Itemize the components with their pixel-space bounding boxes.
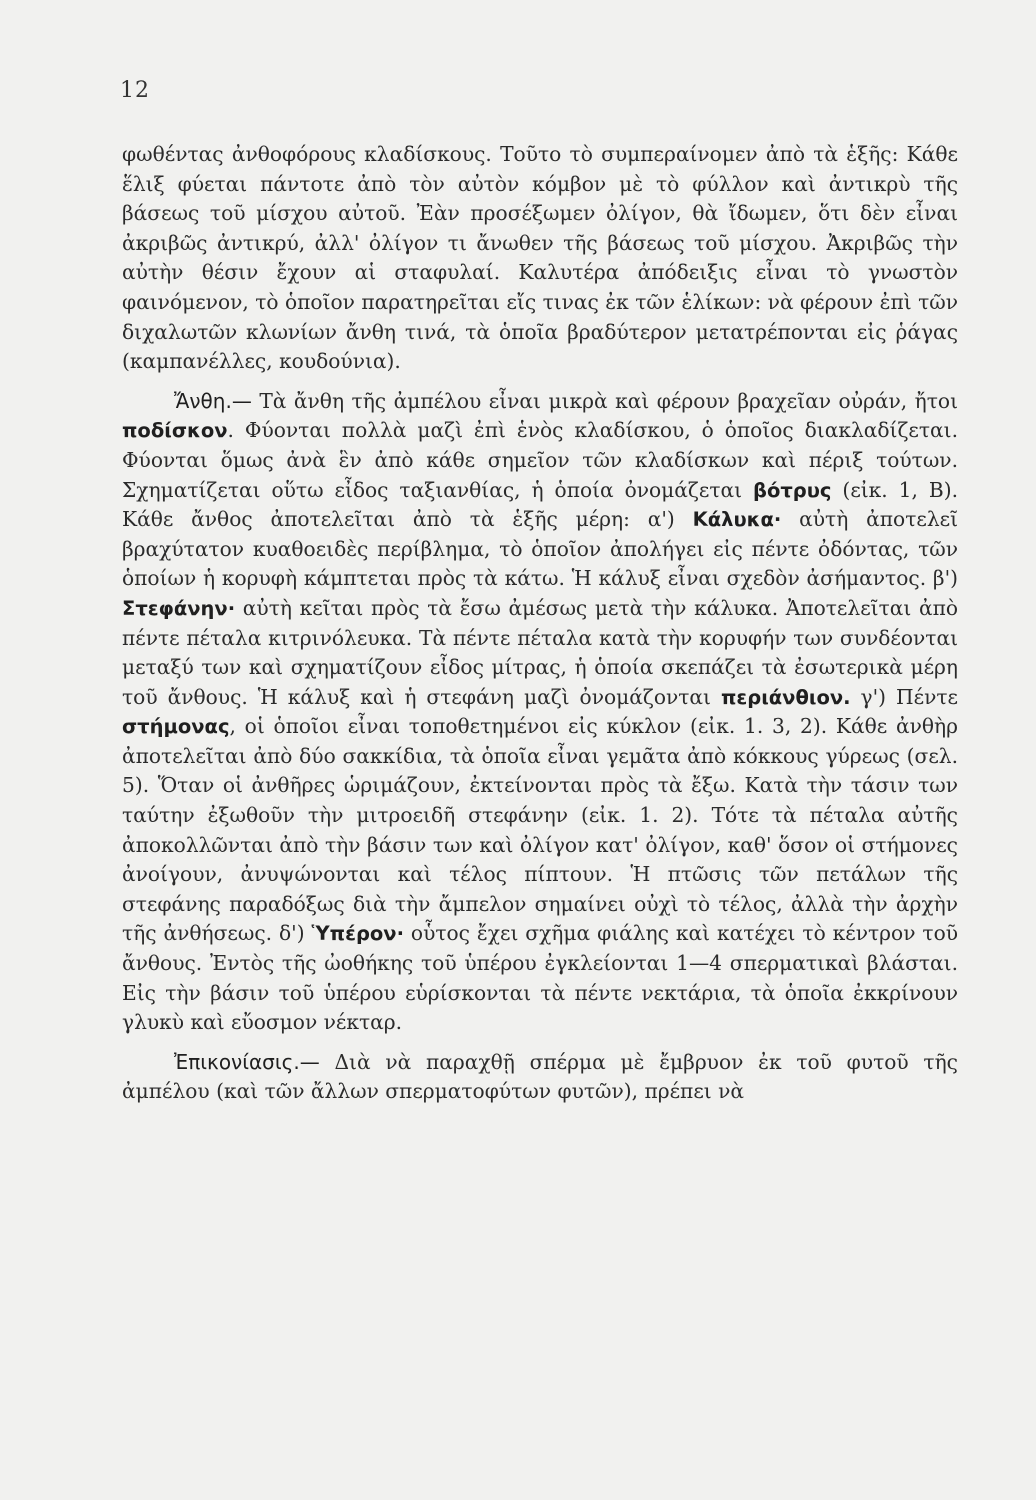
text-run: (εἰκ. 1, Β). Κάθε ἄνθος ἀποτελεῖται ἀπὸ τὰ ἑξῆς μέρη: α') [122,477,958,532]
page-number: 12 [120,78,150,103]
term-perianthion: περιάνθιον. [720,685,851,709]
term-yperon: Ὑπέρον· [311,922,404,946]
paragraph-pollination [122,1048,958,1107]
term-stimonas: στήμονας [122,715,230,739]
text-run: Διὰ νὰ παραχθῇ σπέρμα μὲ ἔμβρυον ἐκ τοῦ φυτοῦ τῆς ἀμπέλου (καὶ τῶν ἄλλων σπερματοφύτων φυτῶν), πρέπει νὰ [122,1049,958,1104]
text-run: αὐτὴ ἀποτελεῖ βραχύτατον κυαθοειδὲς περίβλημα, τὸ ὁποῖον ἀπολήγει εἰς πέντε ὀδόντας, τῶν ὁποίων ἡ κορυφὴ κάμπτεται πρὸς τὰ κάτω. Ἡ κάλυξ εἶναι σχεδὸν ἀσήμαντος. β') [122,507,958,591]
term-stefani: Στεφάνην· [122,596,236,620]
term-podiskos: ποδίσκον [122,419,228,443]
term-votrys: βότρυς [753,478,832,502]
text-run: γ') Πέντε [850,684,958,709]
text-run: Τὰ ἄνθη τῆς ἀμπέλου εἶναι μικρὰ καὶ φέρουν βραχεῖαν οὐράν, ἤτοι [251,388,958,413]
text-run: . Φύονται πολλὰ μαζὶ ἐπὶ ἑνὸς κλαδίσκου, ὁ ὁποῖος διακλαδίζεται. Φύονται ὅμως ἀνὰ ἓν ἀπὸ κάθε σημεῖον τῶν κλαδίσκων καὶ πέριξ τούτων. Σχηματίζεται οὕτω εἶδος ταξιανθίας, ἡ ὁποία ὀνομάζεται [122,418,958,502]
section-heading-pollination: Ἐπικονίασις.— [174,1049,320,1074]
paragraph-gap [122,377,958,387]
text-run: αὐτὴ κεῖται πρὸς τὰ ἔσω ἀμέσως μετὰ τὴν κάλυκα. Ἀποτελεῖται ἀπὸ πέντε πέταλα κιτρινόλευκα. Τὰ πέντε πέταλα κατὰ τὴν κορυφήν των συνδέονται μεταξύ των καὶ σχηματίζουν εἶδος μίτρας, ἡ ὁποία σκεπάζει τὰ ἐσωτερικὰ μέρη τοῦ ἄνθους. Ἡ κάλυξ καὶ ἡ στεφάνη μαζὶ ὀνομάζονται [122,595,958,709]
text-run: οὗτος ἔχει σχῆμα φιάλης καὶ κατέχει τὸ κέντρον τοῦ ἄνθους. Ἐντὸς τῆς ὠοθήκης τοῦ ὑπέρου ἐγκλείονται 1—4 σπερματικαὶ βλάσται. Εἰς τὴν βάσιν τοῦ ὑπέρου εὑρίσκονται τὰ πέντε νεκτάρια, τὰ ὁποῖα ἐκκρίνουν γλυκὺ καὶ εὔοσμον νέκταρ. [122,921,958,1035]
paragraph-flowers [122,387,958,1038]
body-text [122,140,958,1107]
text-run: , οἱ ὁποῖοι εἶναι τοποθετημένοι εἰς κύκλον (εἰκ. 1. 3, 2). Κάθε ἀνθὴρ ἀποτελεῖται ἀπὸ δύο σακκίδια, τὰ ὁποῖα εἶναι γεμᾶτα ἀπὸ κόκκους γύρεως (σελ. 5). Ὅταν οἱ ἀνθῆρες ὡριμάζουν, ἐκτείνονται πρὸς τὰ ἔξω. Κατὰ τὴν τάσιν των ταύτην ἐξωθοῦν τὴν μιτροειδῆ στεφάνην (εἰκ. 1. 2). Τότε τὰ πέταλα αὐτῆς ἀποκολλῶνται ἀπὸ τὴν βάσιν των καὶ ὀλίγον κατ' ὀλίγον, καθ' ὅσον οἱ στήμονες ἀνοίγουν, ἀνυψώνονται καὶ τέλος πίπτουν. Ἡ πτῶσις τῶν πετάλων τῆς στεφάνης παραδόξως διὰ τὴν ἄμπελον σημαίνει οὐχὶ τὸ τέλος, ἀλλὰ τὴν ἀρχὴν τῆς ἀνθήσεως. δ') [122,714,958,946]
section-heading-flowers: Ἄνθη.— [174,388,252,413]
term-kalyx: Κάλυκα· [692,508,782,532]
paragraph-gap [122,1038,958,1048]
paragraph-tendrils: φωθέντας ἀνθοφόρους κλαδίσκους. Τοῦτο τὸ συμπεραίνομεν ἀπὸ τὰ ἑξῆς: Κάθε ἕλιξ φύεται πάντοτε ἀπὸ τὸν αὐτὸν κόμβον μὲ τὸ φύλλον καὶ ἀντικρὺ τῆς βάσεως τοῦ μίσχου αὐτοῦ. Ἐὰν προσέξωμεν ὀλίγον, θὰ ἴδωμεν, ὅτι δὲν εἶναι ἀκριβῶς ἀντικρύ, ἀλλ' ὀλίγον τι ἄνωθεν τῆς βάσεως τοῦ μίσχου. Ἀκριβῶς τὴν αὐτὴν θέσιν ἔχουν αἱ σταφυλαί. Καλυτέρα ἀπόδειξις εἶναι τὸ γνωστὸν φαινόμενον, τὸ ὁποῖον παρατηρεῖται εἴς τινας ἐκ τῶν ἑλίκων: νὰ φέρουν ἐπὶ τῶν διχαλωτῶν κλωνίων ἄνθη τινά, τὰ ὁποῖα βραδύτερον μετατρέπονται εἰς ῥάγας (καμπανέλλες, κουδούνια). [122,142,958,374]
